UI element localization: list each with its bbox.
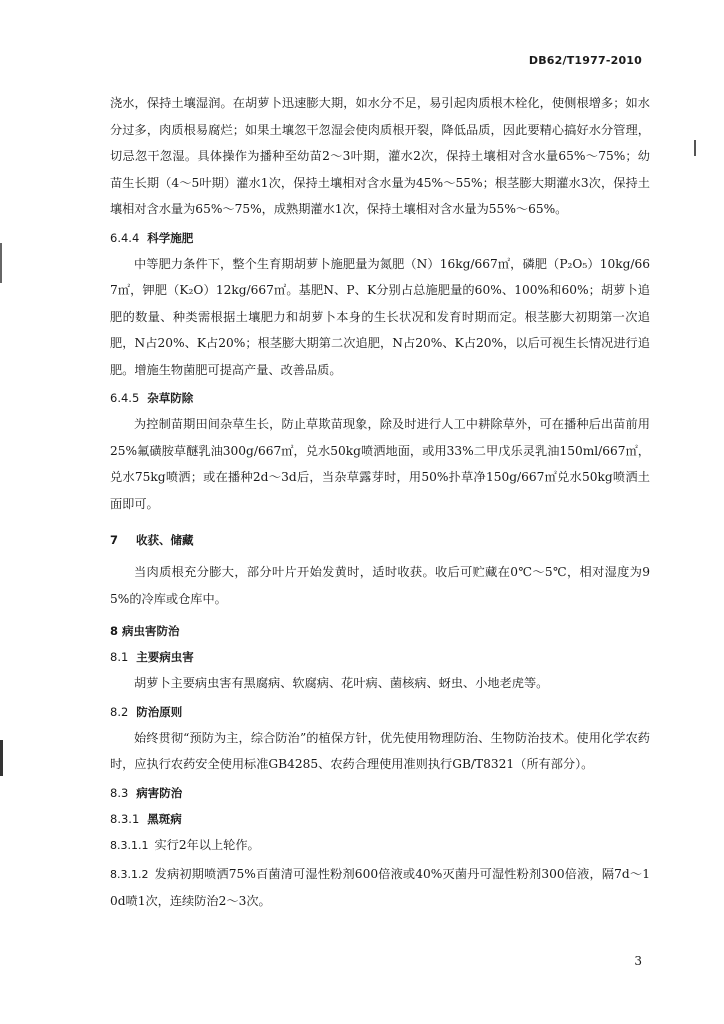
section-title: 黑斑病 (147, 811, 182, 826)
paragraph-harvest-storage: 当肉质根充分膨大，部分叶片开始发黄时，适时收获。收后可贮藏在0℃～5℃，相对湿度为95%的冷库或仓库中。 (110, 565, 650, 606)
document-body (110, 90, 650, 916)
scan-edge-mark (0, 740, 6, 776)
section-title: 防治原则 (136, 704, 183, 719)
paragraph-main-pests: 胡萝卜主要病虫害有黑腐病、软腐病、花叶病、菌核病、蚜虫、小地老虎等。 (134, 676, 549, 690)
clause-text: 发病初期喷洒75%百菌清可湿性粉剂600倍液或40%灭菌丹可湿性粉剂300倍液，隔7d～10d喷1次，连续防治2～3次。 (110, 866, 650, 908)
clause-8-3-1-2 (110, 861, 650, 914)
paragraph-weed-control: 为控制苗期田间杂草生长，防止草欺苗现象，除及时进行人工中耕除草外，可在播种后出苗前用25%氟磺胺草醚乳油300g/667㎡，兑水50kg喷洒地面，或用33%二甲戊乐灵乳油150ml/667㎡，兑水75kg喷洒；或在播种2d～3d后，当杂草露芽时，用50%扑草净150g/667㎡兑水50kg喷洒土面即可。 (110, 417, 650, 511)
clause-text: 实行2年以上轮作。 (154, 837, 260, 852)
section-heading-8-3 (110, 782, 650, 804)
section-title: 病害防治 (136, 785, 183, 800)
section-number: 8.2 (110, 704, 129, 719)
clause-number: 8.3.1.1 (110, 838, 149, 852)
section-heading-6-4-5 (110, 387, 650, 409)
section-title: 收获、储藏 (136, 533, 194, 547)
section-heading-7 (110, 529, 650, 551)
paragraph-control-principle: 始终贯彻“预防为主，综合防治”的植保方针，优先使用物理防治、生物防治技术。使用化学农药时，应执行农药安全使用标准GB4285、农药合理使用准则执行GB/T8321（所有部分）。 (110, 730, 650, 771)
clause-number: 8.3.1.2 (110, 867, 149, 881)
section-heading-6-4-4 (110, 227, 650, 249)
section-heading-8 (110, 620, 650, 642)
section-title: 病虫害防治 (122, 624, 180, 638)
section-title: 主要病虫害 (136, 650, 194, 664)
section-number: 8 (110, 624, 119, 638)
section-title: 杂草防除 (147, 391, 194, 405)
clause-8-3-1-1 (110, 832, 650, 859)
section-number: 8.3 (110, 785, 129, 800)
section-heading-8-2 (110, 701, 650, 723)
paragraph-irrigation: 浇水，保持土壤湿润。在胡萝卜迅速膨大期，如水分不足，易引起肉质根木栓化，使侧根增多；如水分过多，肉质根易腐烂；如果土壤忽干忽湿会使肉质根开裂，降低品质，因此要精心搞好水分管理，切忌忽干忽湿。具体操作为播种至幼苗2～3叶期，灌水2次，保持土壤相对含水量65%～75%；幼苗生长期（4～5叶期）灌水1次，保持土壤相对含水量为45%～55%；根茎膨大期灌水3次，保持土壤相对含水量为65%～75%，成熟期灌水1次，保持土壤相对含水量为55%～65%。 (110, 96, 650, 216)
standard-code-header: DB62/T1977-2010 (528, 54, 642, 67)
section-number: 6.4.5 (110, 391, 140, 405)
page-number: 3 (634, 954, 642, 968)
section-number: 8.3.1 (110, 811, 140, 826)
section-number: 8.1 (110, 650, 129, 664)
section-heading-8-3-1 (110, 808, 650, 830)
paragraph-fertilization: 中等肥力条件下，整个生育期胡萝卜施肥量为氮肥（N）16kg/667㎡，磷肥（P₂O₅）10kg/667㎡，钾肥（K₂O）12kg/667㎡。基肥N、P、K分别占总施肥量的60%、100%和60%；胡萝卜追肥的数量、种类需根据土壤肥力和胡萝卜本身的生长状况和发育时期而定。根茎膨大初期第一次追肥，N占20%、K占20%；根茎膨大期第二次追肥，N占20%、K占20%，以后可视生长情况进行追肥。增施生物菌肥可提高产量、改善品质。 (110, 256, 650, 377)
section-number: 6.4.4 (110, 230, 140, 245)
scan-margin-mark (694, 140, 696, 156)
section-number: 7 (110, 533, 119, 547)
scan-edge-mark (0, 243, 5, 283)
section-heading-8-1 (110, 646, 650, 668)
section-title: 科学施肥 (147, 230, 194, 245)
